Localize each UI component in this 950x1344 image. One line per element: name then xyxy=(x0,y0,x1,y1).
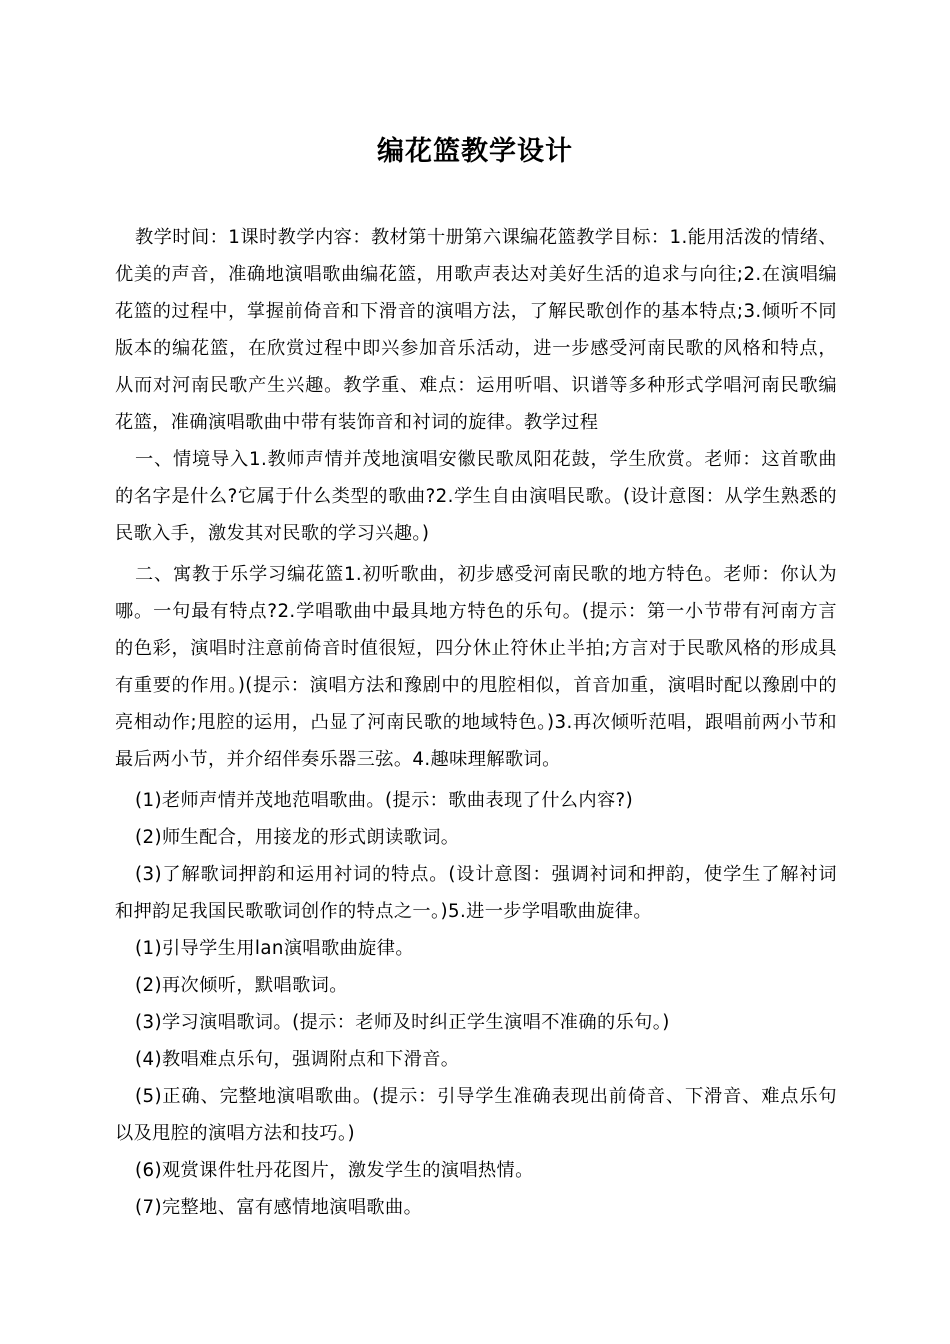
paragraph-melody-2: (2)再次倾听，默唱歌词。 xyxy=(135,975,348,996)
paragraph-melody-3: (3)学习演唱歌词。(提示：老师及时纠正学生演唱不准确的乐句。) xyxy=(135,1012,670,1033)
paragraph-step-2: (2)师生配合，用接龙的形式朗读歌词。 xyxy=(135,827,460,848)
document-title: 编花篮教学设计 xyxy=(377,136,573,167)
paragraph-section-1: 一、情境导入1.教师声情并茂地演唱安徽民歌凤阳花鼓，学生欣赏。老师：这首歌曲的名字是什么?它属于什么类型的歌曲?2.学生自由演唱民歌。(设计意图：从学生熟悉的民歌入手，激发其对民歌的学习兴趣。) xyxy=(115,449,837,544)
paragraph-melody-1: (1)引导学生用lan演唱歌曲旋律。 xyxy=(135,938,414,959)
paragraph-intro: 教学时间：1课时教学内容：教材第十册第六课编花篮教学目标：1.能用活泼的情绪、优美的声音，准确地演唱歌曲编花篮，用歌声表达对美好生活的追求与向往;2.在演唱编花篮的过程中，掌握前倚音和下滑音的演唱方法，了解民歌创作的基本特点;3.倾听不同版本的编花篮，在欣赏过程中即兴参加音乐活动，进一步感受河南民歌的风格和特点，从而对河南民歌产生兴趣。教学重、难点：运用听唱、识谱等多种形式学唱河南民歌编花篮，准确演唱歌曲中带有装饰音和衬词的旋律。教学过程 xyxy=(115,227,837,433)
paragraph-melody-6: (6)观赏课件牡丹花图片，激发学生的演唱热情。 xyxy=(135,1160,534,1181)
paragraph-melody-5: (5)正确、完整地演唱歌曲。(提示：引导学生准确表现出前倚音、下滑音、难点乐句以及甩腔的演唱方法和技巧。) xyxy=(115,1086,837,1144)
paragraph-step-3: (3)了解歌词押韵和运用衬词的特点。(设计意图：强调衬词和押韵，使学生了解衬词和押韵足我国民歌歌词创作的特点之一。)5.进一步学唱歌曲旋律。 xyxy=(115,864,837,922)
paragraph-section-2: 二、寓教于乐学习编花篮1.初听歌曲，初步感受河南民歌的地方特色。老师：你认为哪。一句最有特点?2.学唱歌曲中最具地方特色的乐句。(提示：第一小节带有河南方言的色彩，演唱时注意前倚音时值很短，四分休止符休止半拍;方言对于民歌风格的形成具有重要的作用。)(提示：演唱方法和豫剧中的甩腔相似，首音加重，演唱时配以豫剧中的亮相动作;甩腔的运用，凸显了河南民歌的地域特色。)3.再次倾听范唱，跟唱前两小节和最后两小节，并介绍伴奏乐器三弦。4.趣味理解歌词。 xyxy=(115,564,837,770)
paragraph-step-1: (1)老师声情并茂地范唱歌曲。(提示：歌曲表现了什么内容?) xyxy=(135,790,634,811)
paragraph-melody-4: (4)教唱难点乐句，强调附点和下滑音。 xyxy=(135,1049,460,1070)
document-body xyxy=(115,219,837,1226)
paragraph-melody-7: (7)完整地、富有感情地演唱歌曲。 xyxy=(135,1197,423,1218)
